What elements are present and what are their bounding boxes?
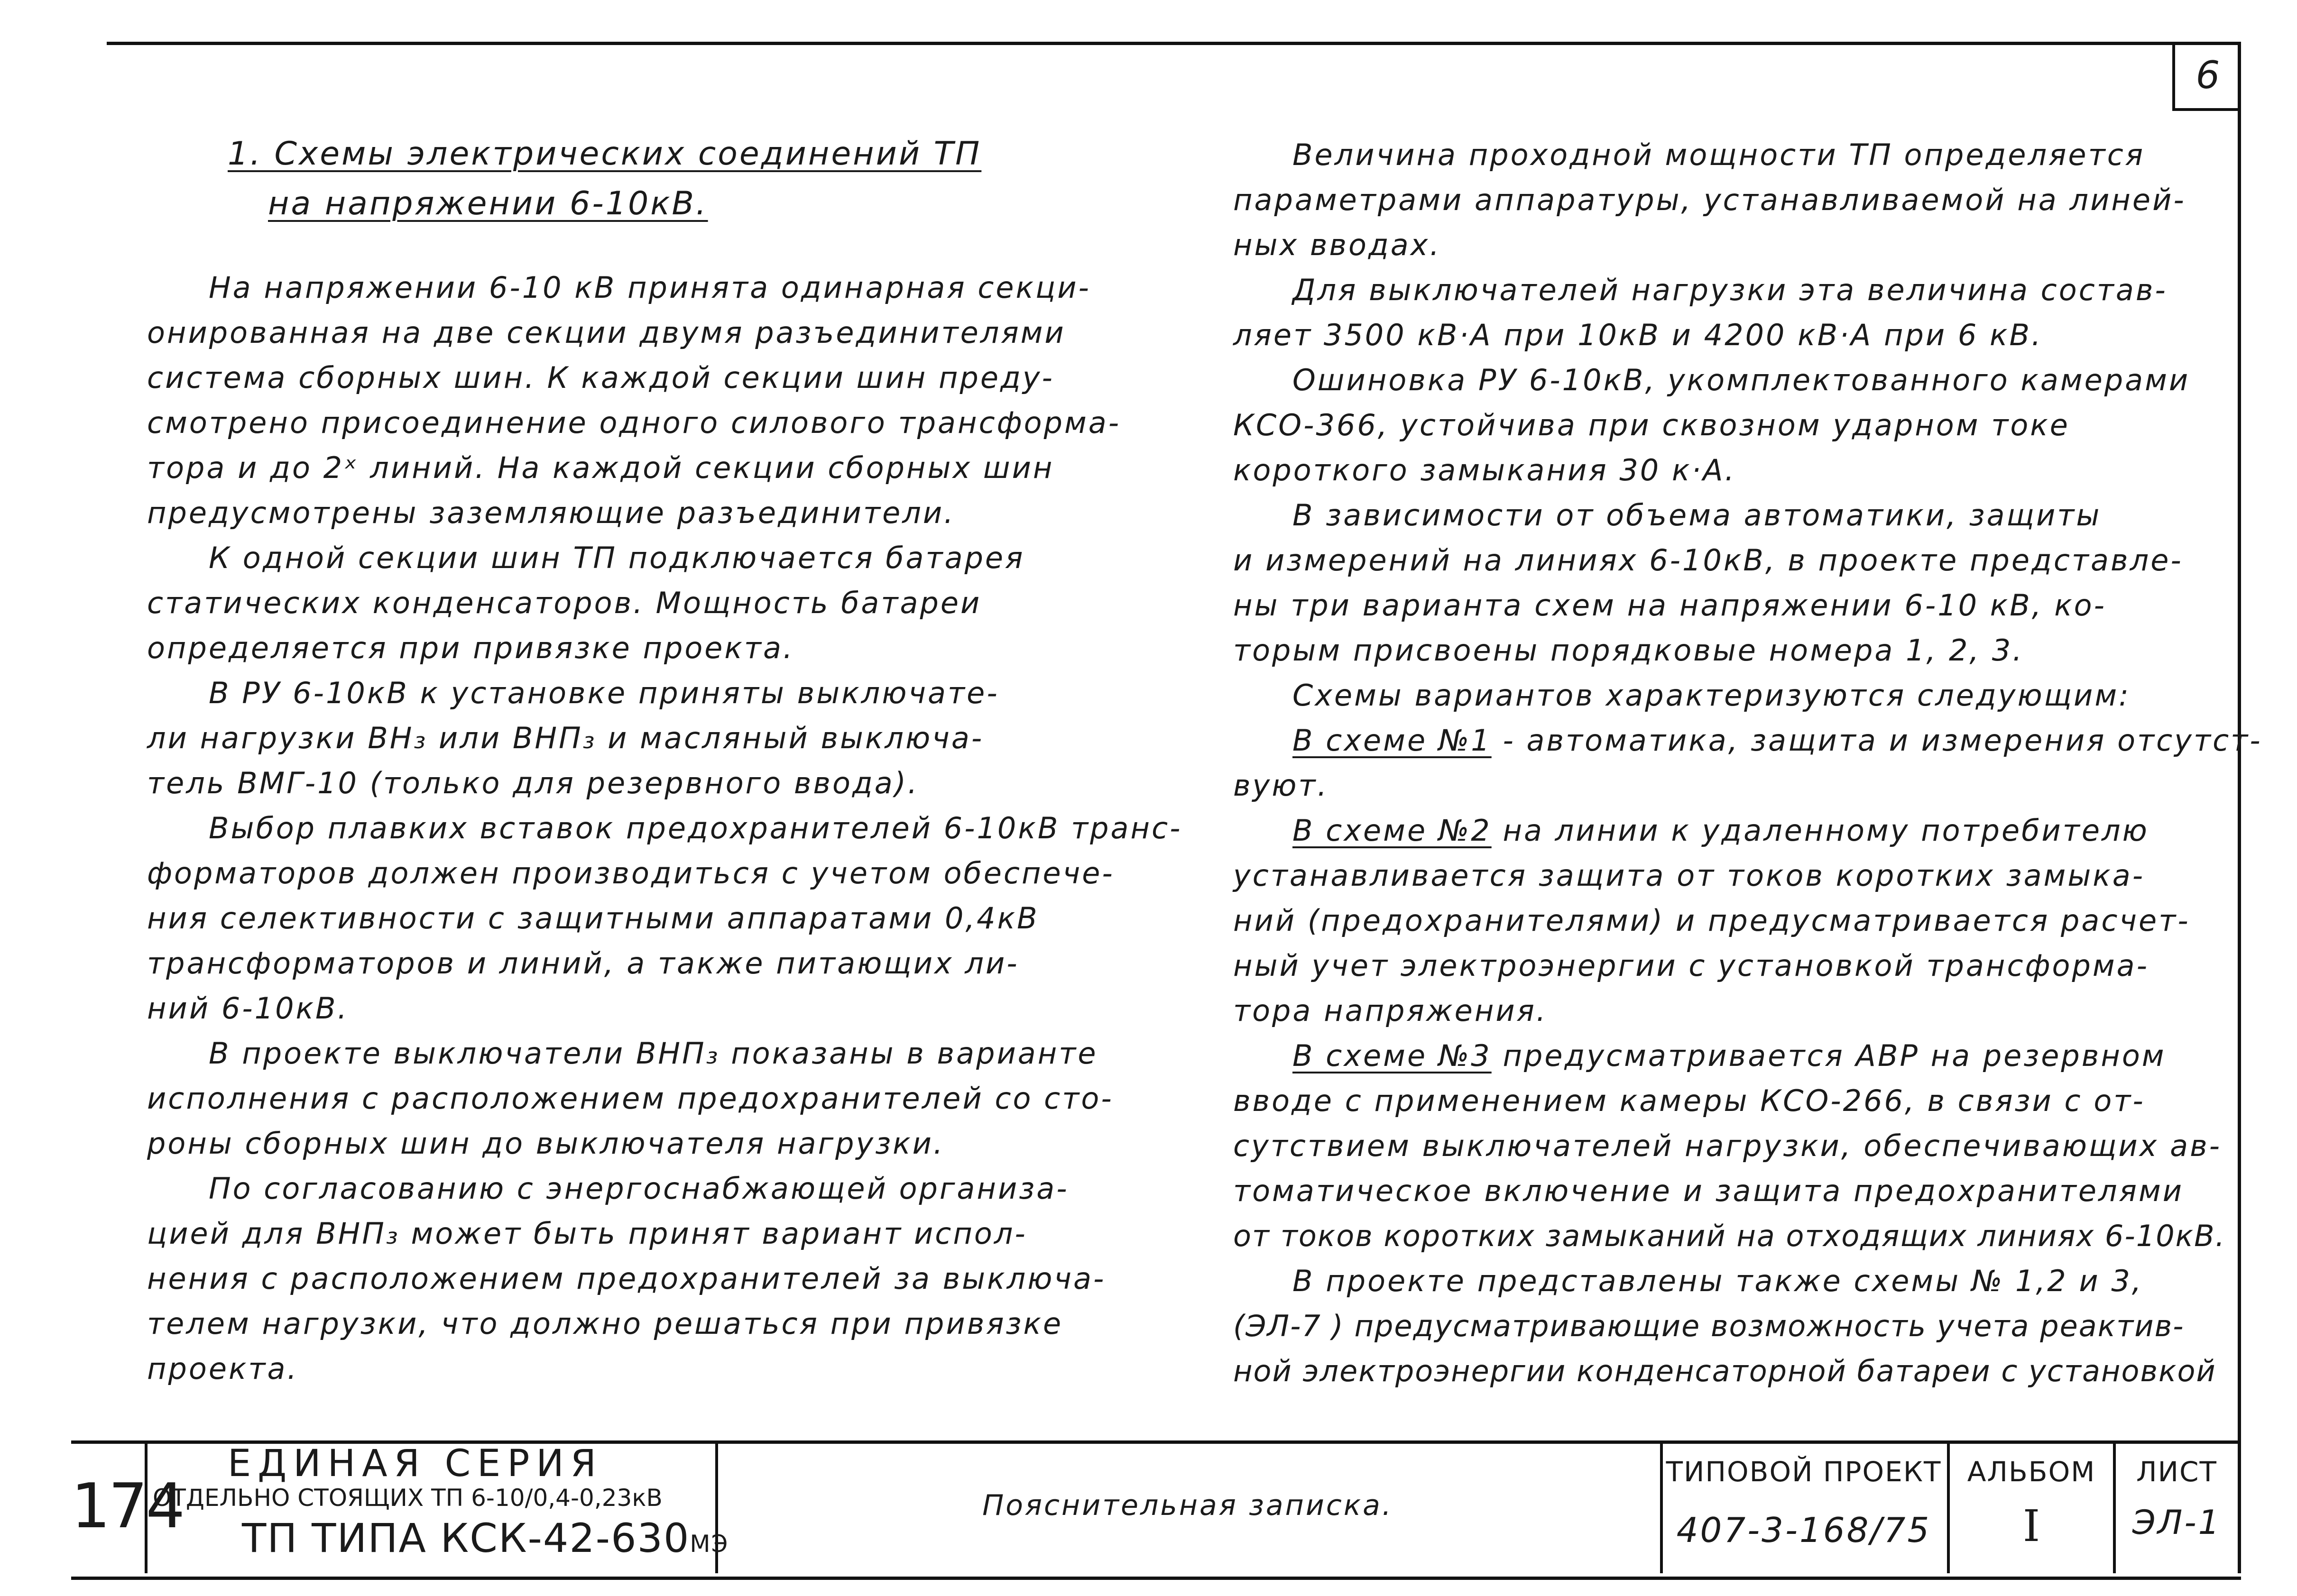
text-line: форматоров должен производиться с учетом обеспече- <box>147 856 1115 890</box>
text-line: и измерений на линиях 6-10кВ, в проекте представле- <box>1233 543 2183 578</box>
scheme-2-label: В схеме №2 <box>1292 813 1492 848</box>
text-line: тора и до 2ˣ линий. На каждой секции сборных шин <box>147 450 1054 485</box>
text-line: вуют. <box>1233 768 1329 803</box>
text-line: цией для ВНП₃ может быть принят вариант испол- <box>147 1216 1027 1251</box>
scheme-1-paragraph <box>1292 723 2262 758</box>
text-line: ный учет электроэнергии с установкой трансформа- <box>1233 948 2149 983</box>
text-line: ний (предохранителями) и предусматривается расчет- <box>1233 903 2190 938</box>
sheet-number: 6 <box>2172 42 2241 111</box>
text-line: ли нагрузки ВН₃ или ВНП₃ и масляный выключа- <box>147 721 984 755</box>
text-line: Ошиновка РУ 6-10кВ, укомплектованного камерами <box>1292 363 2190 397</box>
album-value: I <box>2022 1501 2040 1551</box>
text-line: К одной секции шин ТП подключается батарея <box>209 541 1025 575</box>
page-number: 174 <box>71 1470 184 1542</box>
series-heading: ЕДИНАЯ СЕРИЯ <box>228 1442 603 1485</box>
text-line: торым присвоены порядковые номера 1, 2, 3. <box>1233 633 2024 668</box>
text-line: В проекте представлены также схемы № 1,2 и 3, <box>1292 1264 2143 1298</box>
text-line: В РУ 6-10кВ к установке приняты выключате- <box>209 676 999 710</box>
text-line: сутствием выключателей нагрузки, обеспечивающих ав- <box>1233 1128 2222 1163</box>
text-line: В зависимости от объема автоматики, защиты <box>1292 498 2102 532</box>
text-line: ны три варианта схем на напряжении 6-10 кВ, ко- <box>1233 588 2106 623</box>
text-line: нения с расположением предохранителей за выключа- <box>147 1261 1106 1296</box>
sheet-label: ЛИСТ <box>2136 1456 2217 1488</box>
text-line: трансформаторов и линий, а также питающих ли- <box>147 946 1019 981</box>
text-line: Схемы вариантов характеризуются следующим: <box>1292 678 2131 713</box>
text-line: ния селективности с защитными аппаратами 0,4кВ <box>147 901 1039 936</box>
scheme-2-paragraph <box>1292 813 2149 848</box>
project-number: 407-3-168/75 <box>1676 1510 1931 1550</box>
text-line: (ЭЛ-7 ) предусматривающие возможность учета реактив- <box>1233 1309 2185 1343</box>
scheme-3-label: В схеме №3 <box>1292 1038 1492 1073</box>
series-type <box>242 1515 729 1561</box>
text-line: проекта. <box>147 1351 299 1386</box>
text-line: КСО-366, устойчива при сквозном ударном токе <box>1233 408 2070 442</box>
scheme-2-text: на линии к удаленному потребителю <box>1491 813 2149 848</box>
scheme-3-text: предусматривается АВР на резервном <box>1491 1038 2166 1073</box>
document-name: Пояснительная записка. <box>982 1489 1393 1522</box>
text-line: На напряжении 6-10 кВ принята одинарная секци- <box>209 270 1091 305</box>
text-line: онированная на две секции двумя разъединителями <box>147 315 1066 350</box>
text-line: от токов коротких замыканий на отходящих линиях 6-10кВ. <box>1233 1219 2226 1253</box>
text-line: ной электроэнергии конденсаторной батареи с установкой <box>1233 1354 2216 1388</box>
text-line: ний 6-10кВ. <box>147 991 349 1026</box>
sheet-value: ЭЛ-1 <box>2132 1503 2222 1542</box>
text-line: короткого замыкания 30 к·А. <box>1233 453 1736 487</box>
text-line: система сборных шин. К каждой секции шин преду- <box>147 360 1054 395</box>
section-title-line1: 1. Схемы электрических соединений ТП <box>228 135 982 173</box>
album-label: АЛЬБОМ <box>1967 1456 2096 1488</box>
text-line: тель ВМГ-10 (только для резервного ввода). <box>147 766 919 800</box>
series-subtitle: ОТДЕЛЬНО СТОЯЩИХ ТП 6-10/0,4-0,23кВ <box>153 1484 663 1512</box>
text-line: В проекте выключатели ВНП₃ показаны в варианте <box>209 1036 1098 1071</box>
text-line: роны сборных шин до выключателя нагрузки. <box>147 1126 945 1161</box>
section-title-line2: на напряжении 6-10кВ. <box>268 185 708 222</box>
text-line: томатическое включение и защита предохранителями <box>1233 1174 2184 1208</box>
series-type-main: ТП ТИПА КСК-42-630 <box>242 1515 690 1561</box>
text-line: устанавливается защита от токов коротких замыка- <box>1233 858 2145 893</box>
text-line: параметрами аппаратуры, устанавливаемой на линей- <box>1233 183 2186 217</box>
series-type-suffix: МЭ <box>690 1530 729 1558</box>
text-line: ных вводах. <box>1233 228 1441 262</box>
text-line: смотрено присоединение одного силового трансформа- <box>147 405 1121 440</box>
text-line: тора напряжения. <box>1233 993 1548 1028</box>
text-line: ляет 3500 кВ·А при 10кВ и 4200 кВ·А при 6 кВ. <box>1233 318 2043 352</box>
text-line: предусмотрены заземляющие разъединители. <box>147 495 955 530</box>
scheme-3-paragraph <box>1292 1038 2166 1073</box>
project-label: ТИПОВОЙ ПРОЕКТ <box>1666 1456 1942 1488</box>
scheme-1-label: В схеме №1 <box>1292 723 1492 758</box>
text-line: телем нагрузки, что должно решаться при привязке <box>147 1306 1063 1341</box>
text-line: Для выключателей нагрузки эта величина состав- <box>1292 273 2168 307</box>
text-line: Выбор плавких вставок предохранителей 6-10кВ транс- <box>209 811 1182 845</box>
text-line: исполнения с расположением предохранителей со сто- <box>147 1081 1114 1116</box>
scheme-1-text: - автоматика, защита и измерения отсутст- <box>1491 723 2262 758</box>
text-line: определяется при привязке проекта. <box>147 631 794 665</box>
text-line: статических конденсаторов. Мощность батареи <box>147 586 982 620</box>
text-line: По согласованию с энергоснабжающей организа- <box>209 1171 1069 1206</box>
text-line: вводе с применением камеры КСО-266, в связи с от- <box>1233 1083 2145 1118</box>
text-line: Величина проходной мощности ТП определяется <box>1292 138 2145 172</box>
